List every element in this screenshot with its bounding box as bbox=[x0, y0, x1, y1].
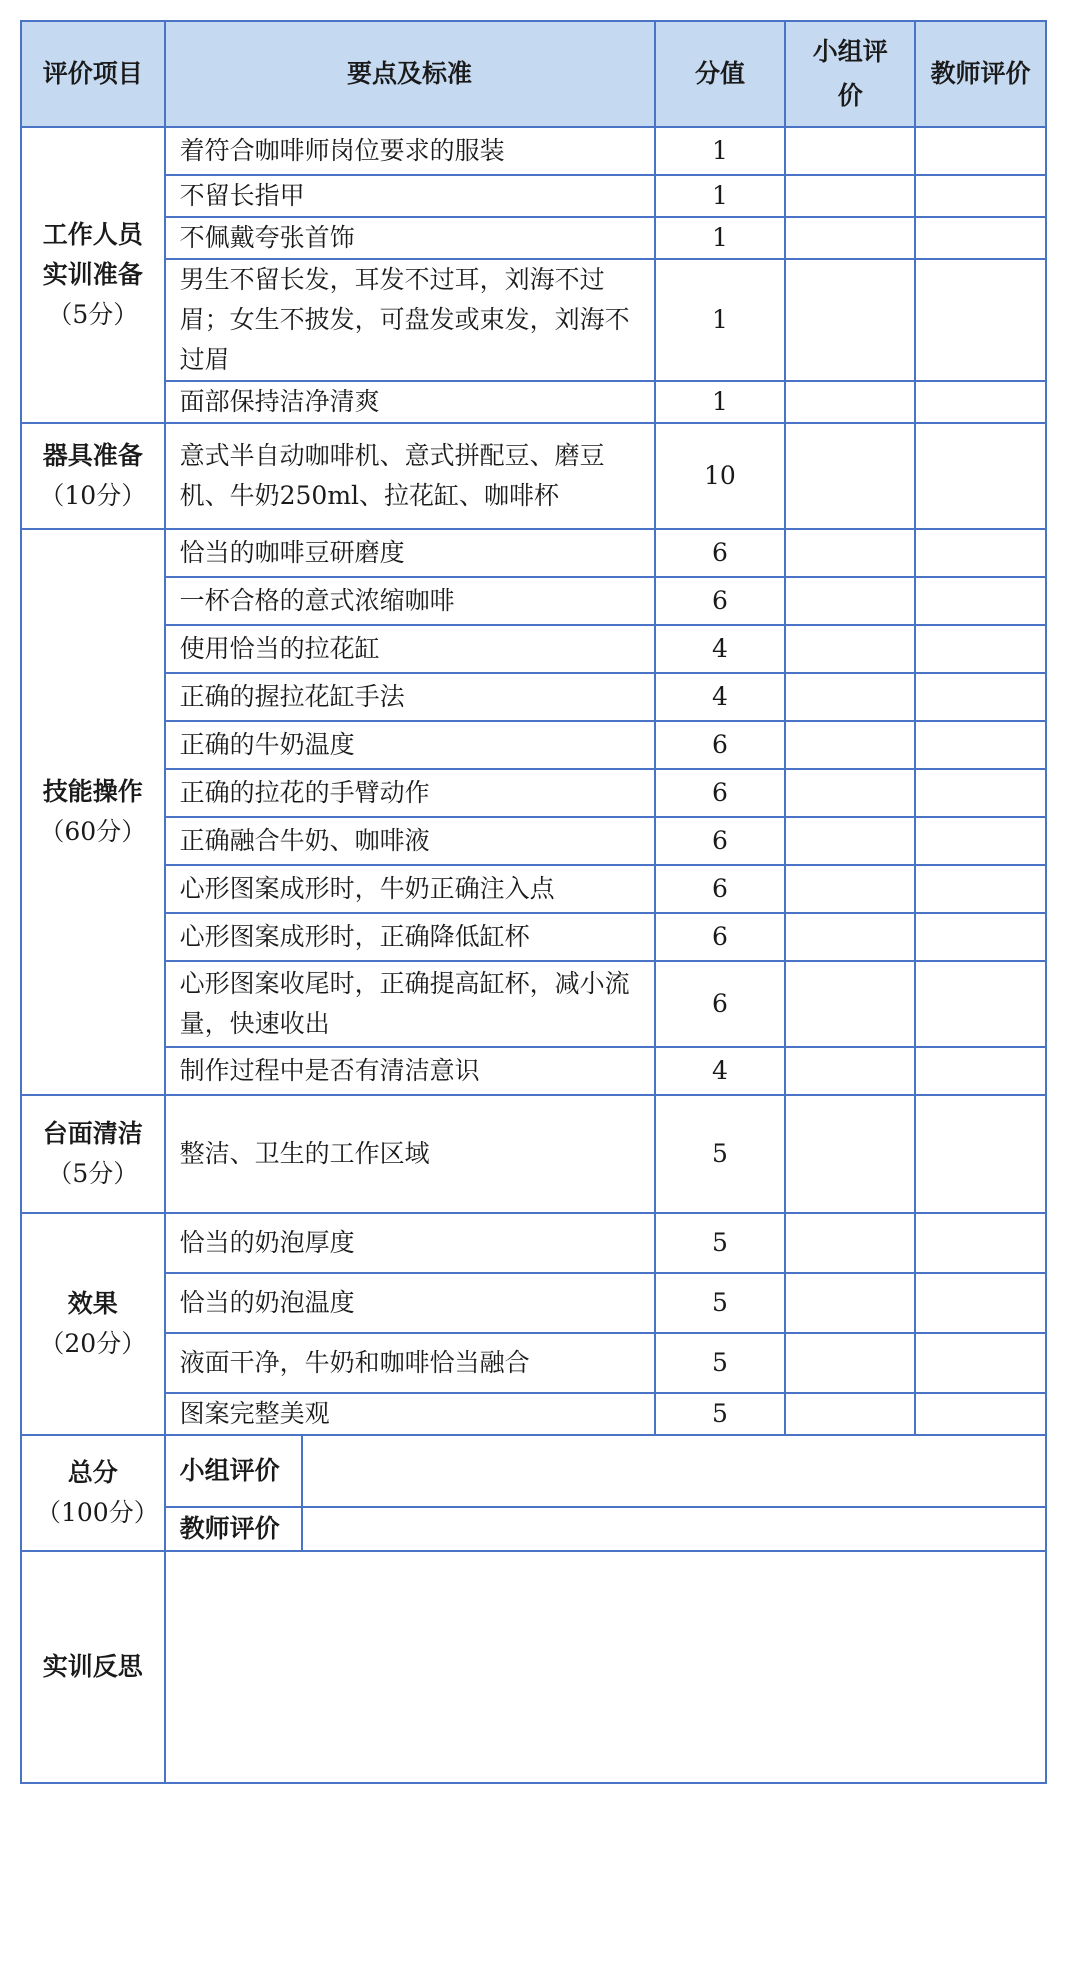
group-eval-cell[interactable] bbox=[785, 577, 915, 625]
group-eval-cell[interactable] bbox=[785, 913, 915, 961]
category-counter-cleaning bbox=[21, 1095, 165, 1213]
group-eval-cell[interactable] bbox=[785, 1333, 915, 1393]
group-eval-cell[interactable] bbox=[785, 769, 915, 817]
criteria-item: 正确的牛奶温度 bbox=[165, 721, 655, 769]
category-title: 台面清洁 bbox=[42, 1119, 143, 1148]
table-row bbox=[21, 217, 1046, 259]
score-value: 1 bbox=[655, 175, 786, 217]
category-effect bbox=[21, 1213, 165, 1435]
table-row bbox=[21, 1213, 1046, 1273]
score-value: 5 bbox=[655, 1333, 786, 1393]
category-points: （60分） bbox=[39, 817, 147, 846]
header-category: 评价项目 bbox=[21, 21, 165, 127]
teacher-eval-cell[interactable] bbox=[915, 577, 1046, 625]
score-value: 4 bbox=[655, 673, 786, 721]
group-eval-cell[interactable] bbox=[785, 865, 915, 913]
table-row bbox=[21, 1551, 1046, 1783]
total-group-eval-cell[interactable] bbox=[302, 1435, 1046, 1507]
group-eval-cell[interactable] bbox=[785, 817, 915, 865]
teacher-eval-cell[interactable] bbox=[915, 1095, 1046, 1213]
category-title: 效果 bbox=[67, 1289, 118, 1318]
teacher-eval-cell[interactable] bbox=[915, 1273, 1046, 1333]
teacher-eval-cell[interactable] bbox=[915, 381, 1046, 423]
total-teacher-eval-cell[interactable] bbox=[302, 1507, 1046, 1551]
score-value: 6 bbox=[655, 913, 786, 961]
criteria-item: 使用恰当的拉花缸 bbox=[165, 625, 655, 673]
criteria-item: 一杯合格的意式浓缩咖啡 bbox=[165, 577, 655, 625]
table-row bbox=[21, 175, 1046, 217]
header-score: 分值 bbox=[655, 21, 786, 127]
table-row bbox=[21, 913, 1046, 961]
teacher-eval-cell[interactable] bbox=[915, 961, 1046, 1047]
category-points: （20分） bbox=[39, 1329, 147, 1358]
score-value: 5 bbox=[655, 1393, 786, 1435]
header-criteria: 要点及标准 bbox=[165, 21, 655, 127]
teacher-eval-cell[interactable] bbox=[915, 175, 1046, 217]
teacher-eval-cell[interactable] bbox=[915, 625, 1046, 673]
group-eval-cell[interactable] bbox=[785, 721, 915, 769]
teacher-eval-cell[interactable] bbox=[915, 1047, 1046, 1095]
teacher-eval-cell[interactable] bbox=[915, 127, 1046, 175]
score-value: 5 bbox=[655, 1095, 786, 1213]
criteria-item: 正确的握拉花缸手法 bbox=[165, 673, 655, 721]
score-value: 6 bbox=[655, 529, 786, 577]
teacher-eval-cell[interactable] bbox=[915, 217, 1046, 259]
teacher-eval-cell[interactable] bbox=[915, 817, 1046, 865]
table-row bbox=[21, 381, 1046, 423]
criteria-item: 心形图案成形时，正确降低缸杯 bbox=[165, 913, 655, 961]
group-eval-cell[interactable] bbox=[785, 529, 915, 577]
criteria-item: 整洁、卫生的工作区域 bbox=[165, 1095, 655, 1213]
table-row bbox=[21, 1273, 1046, 1333]
group-eval-cell[interactable] bbox=[785, 1213, 915, 1273]
score-value: 4 bbox=[655, 1047, 786, 1095]
score-value: 5 bbox=[655, 1213, 786, 1273]
group-eval-cell[interactable] bbox=[785, 1095, 915, 1213]
teacher-eval-cell[interactable] bbox=[915, 673, 1046, 721]
table-row bbox=[21, 1333, 1046, 1393]
criteria-item: 心形图案成形时，牛奶正确注入点 bbox=[165, 865, 655, 913]
category-reflection: 实训反思 bbox=[21, 1551, 165, 1783]
header-row bbox=[21, 21, 1046, 127]
score-value: 6 bbox=[655, 721, 786, 769]
group-eval-cell[interactable] bbox=[785, 175, 915, 217]
category-title: 器具准备 bbox=[42, 441, 143, 470]
teacher-eval-cell[interactable] bbox=[915, 1213, 1046, 1273]
criteria-item: 男生不留长发，耳发不过耳，刘海不过眉；女生不披发，可盘发或束发，刘海不过眉 bbox=[165, 259, 655, 381]
criteria-item: 液面干净，牛奶和咖啡恰当融合 bbox=[165, 1333, 655, 1393]
score-value: 1 bbox=[655, 127, 786, 175]
criteria-item: 不留长指甲 bbox=[165, 175, 655, 217]
criteria-item: 恰当的咖啡豆研磨度 bbox=[165, 529, 655, 577]
header-teacher-eval: 教师评价 bbox=[915, 21, 1046, 127]
category-title: 技能操作 bbox=[42, 777, 143, 806]
header-group-eval: 小组评价 bbox=[785, 21, 915, 127]
table-row bbox=[21, 577, 1046, 625]
category-title: 总分 bbox=[67, 1458, 118, 1487]
criteria-item: 心形图案收尾时，正确提高缸杯，减小流量，快速收出 bbox=[165, 961, 655, 1047]
group-eval-cell[interactable] bbox=[785, 1047, 915, 1095]
group-eval-cell[interactable] bbox=[785, 217, 915, 259]
table-row bbox=[21, 529, 1046, 577]
group-eval-cell[interactable] bbox=[785, 381, 915, 423]
criteria-item: 制作过程中是否有清洁意识 bbox=[165, 1047, 655, 1095]
category-skill-operation bbox=[21, 529, 165, 1095]
total-group-label: 小组评价 bbox=[165, 1435, 303, 1507]
criteria-item: 着符合咖啡师岗位要求的服装 bbox=[165, 127, 655, 175]
table-row bbox=[21, 1393, 1046, 1435]
table-row bbox=[21, 127, 1046, 175]
score-value: 6 bbox=[655, 961, 786, 1047]
table-row bbox=[21, 1507, 1046, 1551]
table-row bbox=[21, 673, 1046, 721]
criteria-item: 不佩戴夸张首饰 bbox=[165, 217, 655, 259]
score-value: 1 bbox=[655, 259, 786, 381]
category-points: （10分） bbox=[39, 481, 147, 510]
score-value: 5 bbox=[655, 1273, 786, 1333]
score-value: 10 bbox=[655, 423, 786, 529]
table-row bbox=[21, 259, 1046, 381]
teacher-eval-cell[interactable] bbox=[915, 1393, 1046, 1435]
criteria-item: 正确的拉花的手臂动作 bbox=[165, 769, 655, 817]
table-row bbox=[21, 1047, 1046, 1095]
category-equipment-prep bbox=[21, 423, 165, 529]
group-eval-cell[interactable] bbox=[785, 673, 915, 721]
category-title-line1: 工作人员 bbox=[42, 220, 143, 249]
table-row bbox=[21, 769, 1046, 817]
teacher-eval-cell[interactable] bbox=[915, 865, 1046, 913]
table-row bbox=[21, 423, 1046, 529]
reflection-input-area[interactable] bbox=[165, 1551, 1046, 1783]
group-eval-cell[interactable] bbox=[785, 1273, 915, 1333]
score-value: 1 bbox=[655, 381, 786, 423]
score-value: 6 bbox=[655, 817, 786, 865]
table-row bbox=[21, 961, 1046, 1047]
group-eval-cell[interactable] bbox=[785, 127, 915, 175]
criteria-item: 图案完整美观 bbox=[165, 1393, 655, 1435]
table-row bbox=[21, 1095, 1046, 1213]
category-points: （100分） bbox=[36, 1498, 159, 1527]
group-eval-cell[interactable] bbox=[785, 423, 915, 529]
score-value: 4 bbox=[655, 625, 786, 673]
teacher-eval-cell[interactable] bbox=[915, 259, 1046, 381]
group-eval-cell[interactable] bbox=[785, 259, 915, 381]
category-points: （5分） bbox=[47, 1159, 139, 1188]
total-teacher-label: 教师评价 bbox=[165, 1507, 303, 1551]
score-value: 6 bbox=[655, 769, 786, 817]
teacher-eval-cell[interactable] bbox=[915, 721, 1046, 769]
category-total bbox=[21, 1435, 165, 1551]
group-eval-cell[interactable] bbox=[785, 1393, 915, 1435]
category-points: （5分） bbox=[47, 300, 139, 329]
teacher-eval-cell[interactable] bbox=[915, 529, 1046, 577]
table-row bbox=[21, 865, 1046, 913]
criteria-item: 正确融合牛奶、咖啡液 bbox=[165, 817, 655, 865]
criteria-item: 恰当的奶泡厚度 bbox=[165, 1213, 655, 1273]
teacher-eval-cell[interactable] bbox=[915, 1333, 1046, 1393]
criteria-item: 意式半自动咖啡机、意式拼配豆、磨豆机、牛奶250ml、拉花缸、咖啡杯 bbox=[165, 423, 655, 529]
table-row bbox=[21, 721, 1046, 769]
criteria-item: 恰当的奶泡温度 bbox=[165, 1273, 655, 1333]
teacher-eval-cell[interactable] bbox=[915, 913, 1046, 961]
table-row bbox=[21, 817, 1046, 865]
teacher-eval-cell[interactable] bbox=[915, 423, 1046, 529]
category-title-line2: 实训准备 bbox=[42, 260, 143, 289]
teacher-eval-cell[interactable] bbox=[915, 769, 1046, 817]
category-staff-prep bbox=[21, 127, 165, 423]
criteria-item: 面部保持洁净清爽 bbox=[165, 381, 655, 423]
table-row bbox=[21, 625, 1046, 673]
group-eval-cell[interactable] bbox=[785, 961, 915, 1047]
score-value: 6 bbox=[655, 577, 786, 625]
table-row bbox=[21, 1435, 1046, 1507]
group-eval-cell[interactable] bbox=[785, 625, 915, 673]
score-value: 1 bbox=[655, 217, 786, 259]
score-value: 6 bbox=[655, 865, 786, 913]
evaluation-table bbox=[20, 20, 1047, 1784]
